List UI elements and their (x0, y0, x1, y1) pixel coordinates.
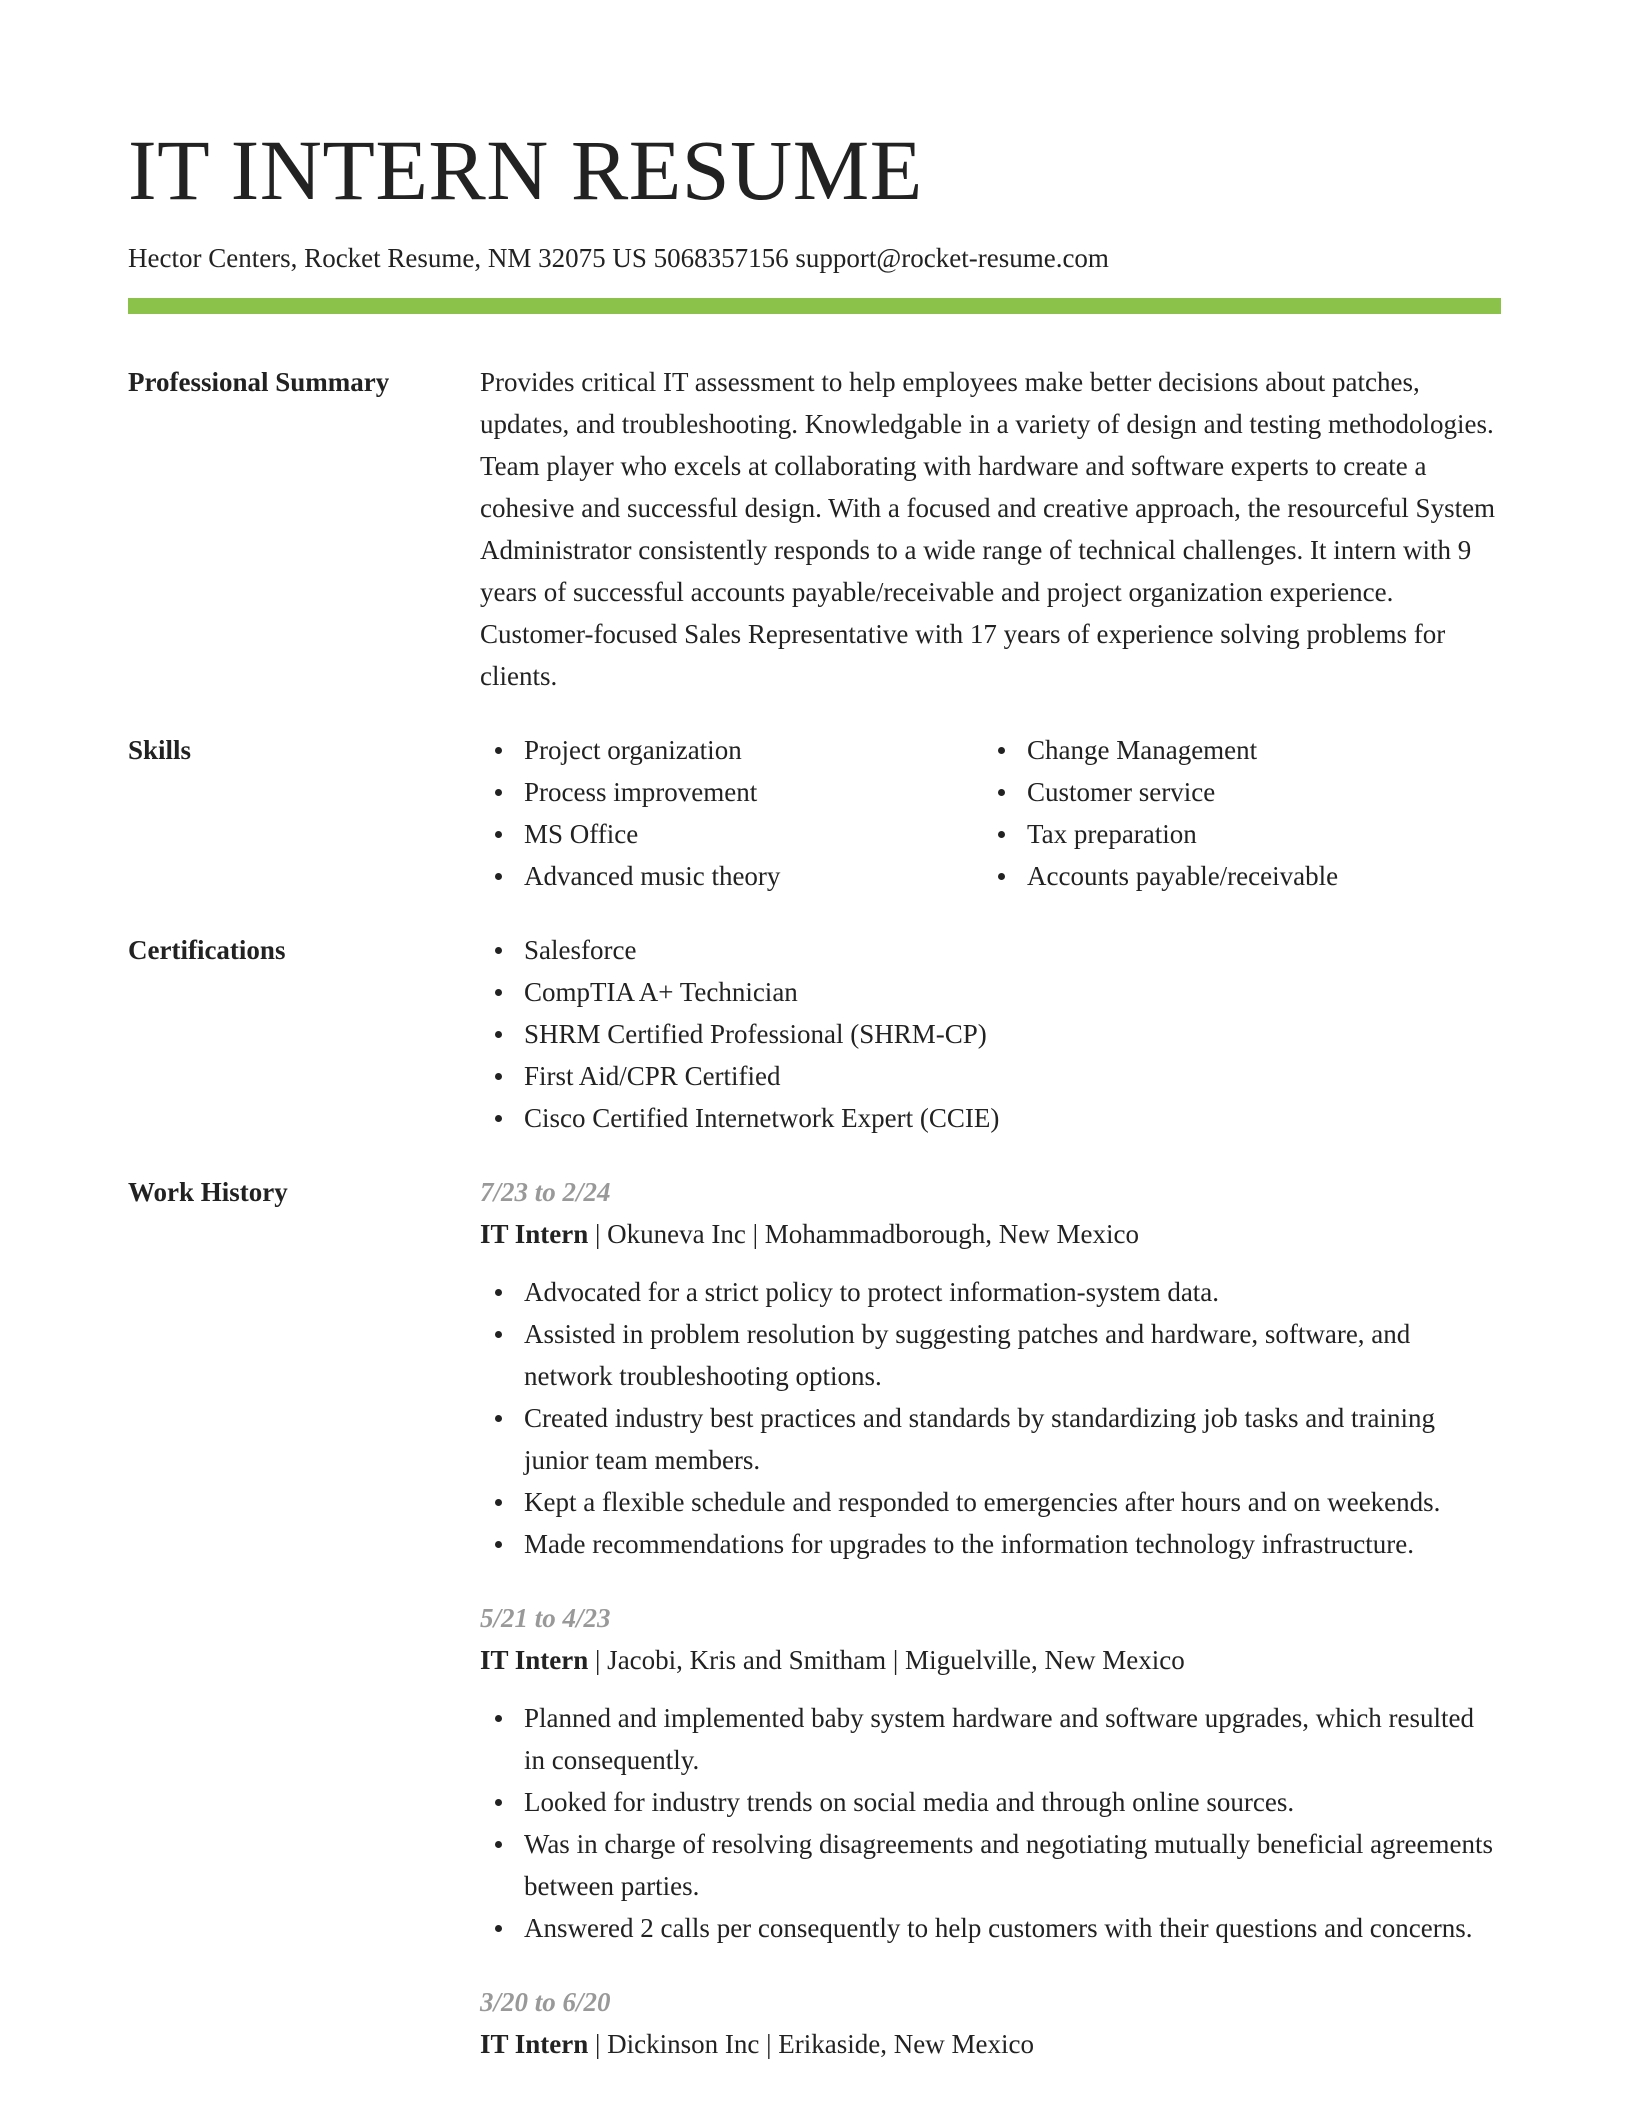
summary-text: Provides critical IT assessment to help employees make better decisions about patches, updates, and troubleshooting. Knowledgable in a variety of design and testing methodologies. Team player who excels at collaborating with hardware and software experts to create a cohesive and successful design. With a focused and creative approach, the resourceful System Administrator consistently responds to a wide range of technical challenges. It intern with 9 years of successful accounts payable/receivable and project organization experience. Customer-focused Sales Representative with 17 years of experience solving problems for clients. (480, 367, 1496, 691)
accent-divider (128, 298, 1501, 314)
section-heading: Skills (128, 735, 192, 765)
job-dates: 7/23 to 2/24 (480, 1177, 611, 1207)
certifications-section (128, 929, 1501, 1139)
skills-section (128, 729, 1501, 897)
job-title: IT Intern (480, 1219, 589, 1249)
job-details: | Okuneva Inc | Mohammadborough, New Mexico (588, 1219, 1139, 1249)
job-header (480, 1639, 1501, 1681)
certification-item: First Aid/CPR Certified (480, 1055, 1501, 1097)
certification-item: Cisco Certified Internetwork Expert (CCIE) (480, 1097, 1501, 1139)
skills-grid (480, 729, 1501, 897)
work-history-section (128, 1171, 1501, 2097)
job-dates: 5/21 to 4/23 (480, 1603, 611, 1633)
skill-item: MS Office (480, 813, 983, 855)
job-bullet: Advocated for a strict policy to protect information-system data. (480, 1271, 1501, 1313)
job-entry (480, 1171, 1501, 1565)
job-dates: 3/20 to 6/20 (480, 1987, 611, 2017)
job-bullet: Looked for industry trends on social media and through online sources. (480, 1781, 1501, 1823)
summary-section (128, 361, 1501, 697)
certification-item: SHRM Certified Professional (SHRM-CP) (480, 1013, 1501, 1055)
job-header (480, 2023, 1501, 2065)
job-bullet: Answered 2 calls per consequently to help customers with their questions and concerns. (480, 1907, 1501, 1949)
skills-list-right (983, 729, 1486, 897)
job-bullet: Was in charge of resolving disagreements and negotiating mutually beneficial agreements between parties. (480, 1823, 1501, 1907)
job-bullet: Made recommendations for upgrades to the information technology infrastructure. (480, 1523, 1501, 1565)
job-bullet: Assisted in problem resolution by suggesting patches and hardware, software, and network troubleshooting options. (480, 1313, 1501, 1397)
skill-item: Process improvement (480, 771, 983, 813)
section-heading: Certifications (128, 935, 286, 965)
section-heading: Professional Summary (128, 367, 390, 397)
certifications-list (480, 929, 1501, 1139)
contact-line: Hector Centers, Rocket Resume, NM 32075 US 5068357156 support@rocket-resume.com (128, 243, 1109, 273)
skill-item: Accounts payable/receivable (983, 855, 1486, 897)
job-bullet: Created industry best practices and standards by standardizing job tasks and training junior team members. (480, 1397, 1501, 1481)
job-details: | Jacobi, Kris and Smitham | Miguelville, New Mexico (588, 1645, 1185, 1675)
job-title: IT Intern (480, 1645, 589, 1675)
section-heading: Work History (128, 1177, 288, 1207)
skill-item: Project organization (480, 729, 983, 771)
certification-item: Salesforce (480, 929, 1501, 971)
certification-item: CompTIA A+ Technician (480, 971, 1501, 1013)
job-header (480, 1213, 1501, 1255)
skill-item: Tax preparation (983, 813, 1486, 855)
job-entry (480, 1981, 1501, 2065)
job-bullet: Planned and implemented baby system hardware and software upgrades, which resulted in consequently. (480, 1697, 1501, 1781)
job-bullet: Kept a flexible schedule and responded to emergencies after hours and on weekends. (480, 1481, 1501, 1523)
job-title: IT Intern (480, 2029, 589, 2059)
job-bullets (480, 1271, 1501, 1565)
skill-item: Advanced music theory (480, 855, 983, 897)
job-entry (480, 1597, 1501, 1949)
skill-item: Change Management (983, 729, 1486, 771)
job-details: | Dickinson Inc | Erikaside, New Mexico (588, 2029, 1034, 2059)
skills-list-left (480, 729, 983, 897)
resume-title: IT INTERN RESUME (128, 122, 923, 218)
job-bullets (480, 1697, 1501, 1949)
skill-item: Customer service (983, 771, 1486, 813)
